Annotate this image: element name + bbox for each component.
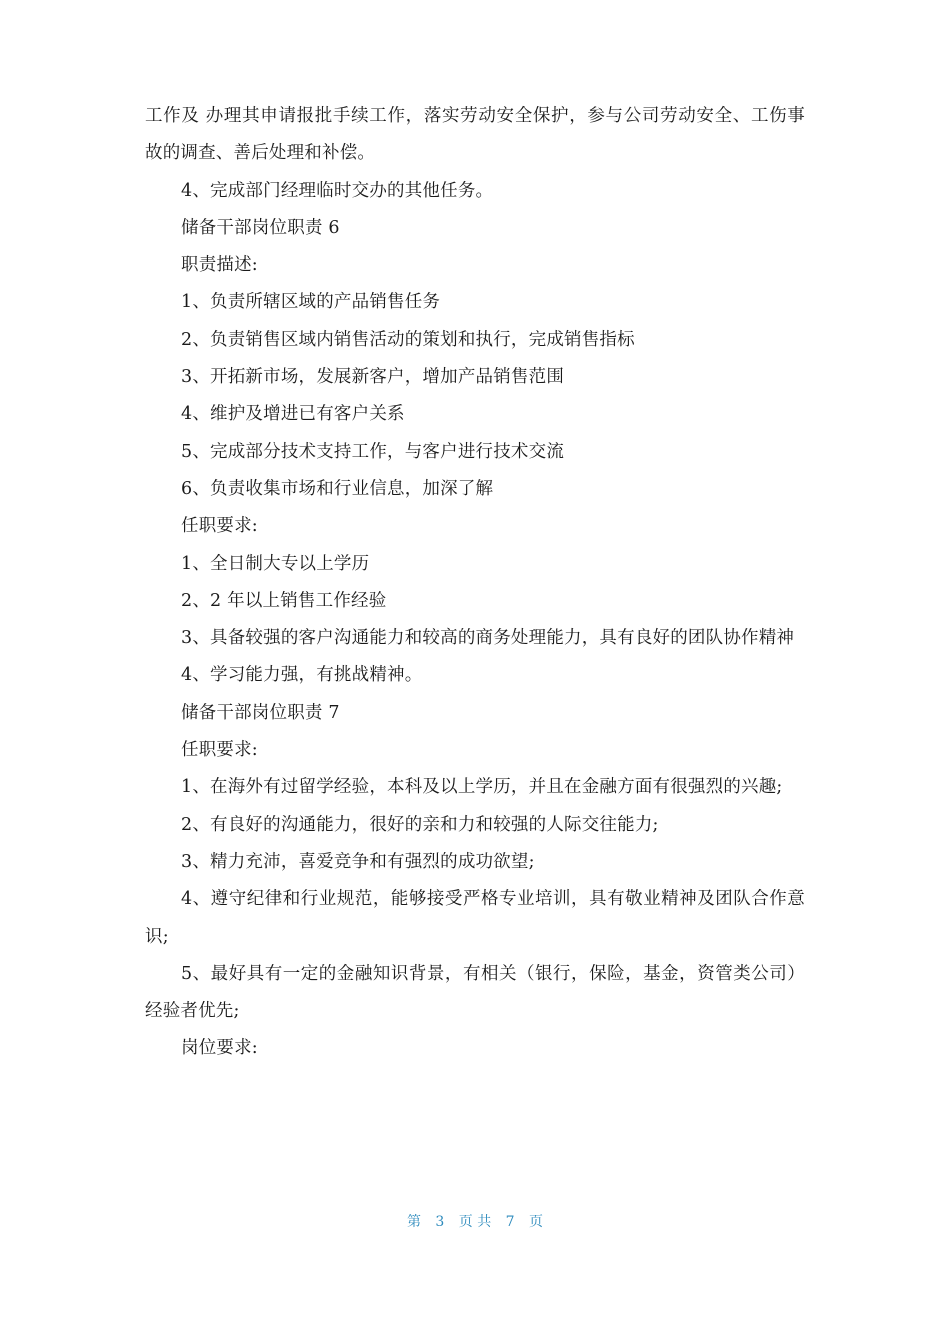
footer-middle: 页 共 [458, 1214, 492, 1230]
section-heading: 储备干部岗位职责 7 [181, 702, 340, 723]
footer-suffix: 页 [529, 1214, 544, 1230]
list-item: 2、有良好的沟通能力，很好的亲和力和较强的人际交往能力; [181, 814, 659, 835]
section-heading: 储备干部岗位职责 6 [181, 217, 340, 238]
footer-current-page: 3 [435, 1214, 445, 1230]
list-item: 2、2 年以上销售工作经验 [181, 590, 387, 611]
list-item: 1、在海外有过留学经验，本科及以上学历，并且在金融方面有很强烈的兴趣; [181, 777, 783, 798]
list-item: 3、开拓新市场，发展新客户，增加产品销售范围 [181, 367, 565, 388]
list-item: 1、负责所辖区域的产品销售任务 [181, 292, 441, 313]
subsection-heading: 任职要求: [181, 740, 258, 761]
document-body [145, 98, 805, 1068]
paragraph: 工作及 办理其申请报批手续工作，落实劳动安全保护，参与公司劳动安全、工伤事故的调查、善后处理和补偿。 [145, 106, 805, 164]
list-item: 3、精力充沛，喜爱竞争和有强烈的成功欲望; [181, 851, 535, 872]
list-item: 4、学习能力强，有挑战精神。 [181, 665, 423, 686]
list-item: 3、具备较强的客户沟通能力和较高的商务处理能力，具有良好的团队协作精神 [181, 628, 795, 649]
subsection-heading: 岗位要求: [181, 1038, 258, 1059]
list-item: 5、完成部分技术支持工作，与客户进行技术交流 [181, 441, 565, 462]
list-item: 4、维护及增进已有客户关系 [181, 404, 405, 425]
footer-total-pages: 7 [505, 1214, 515, 1230]
paragraph: 4、完成部门经理临时交办的其他任务。 [181, 180, 494, 201]
footer-prefix: 第 [406, 1214, 421, 1230]
page-footer [0, 1211, 950, 1231]
list-item: 2、负责销售区域内销售活动的策划和执行，完成销售指标 [181, 329, 635, 350]
subsection-heading: 任职要求: [181, 516, 258, 537]
list-item: 6、负责收集市场和行业信息，加深了解 [181, 478, 494, 499]
subsection-heading: 职责描述: [181, 255, 258, 276]
list-item: 4、遵守纪律和行业规范，能够接受严格专业培训，具有敬业精神及团队合作意识; [145, 889, 805, 947]
list-item: 5、最好具有一定的金融知识背景，有相关（银行，保险，基金，资管类公司）经验者优先; [145, 963, 805, 1022]
list-item: 1、全日制大专以上学历 [181, 553, 370, 574]
